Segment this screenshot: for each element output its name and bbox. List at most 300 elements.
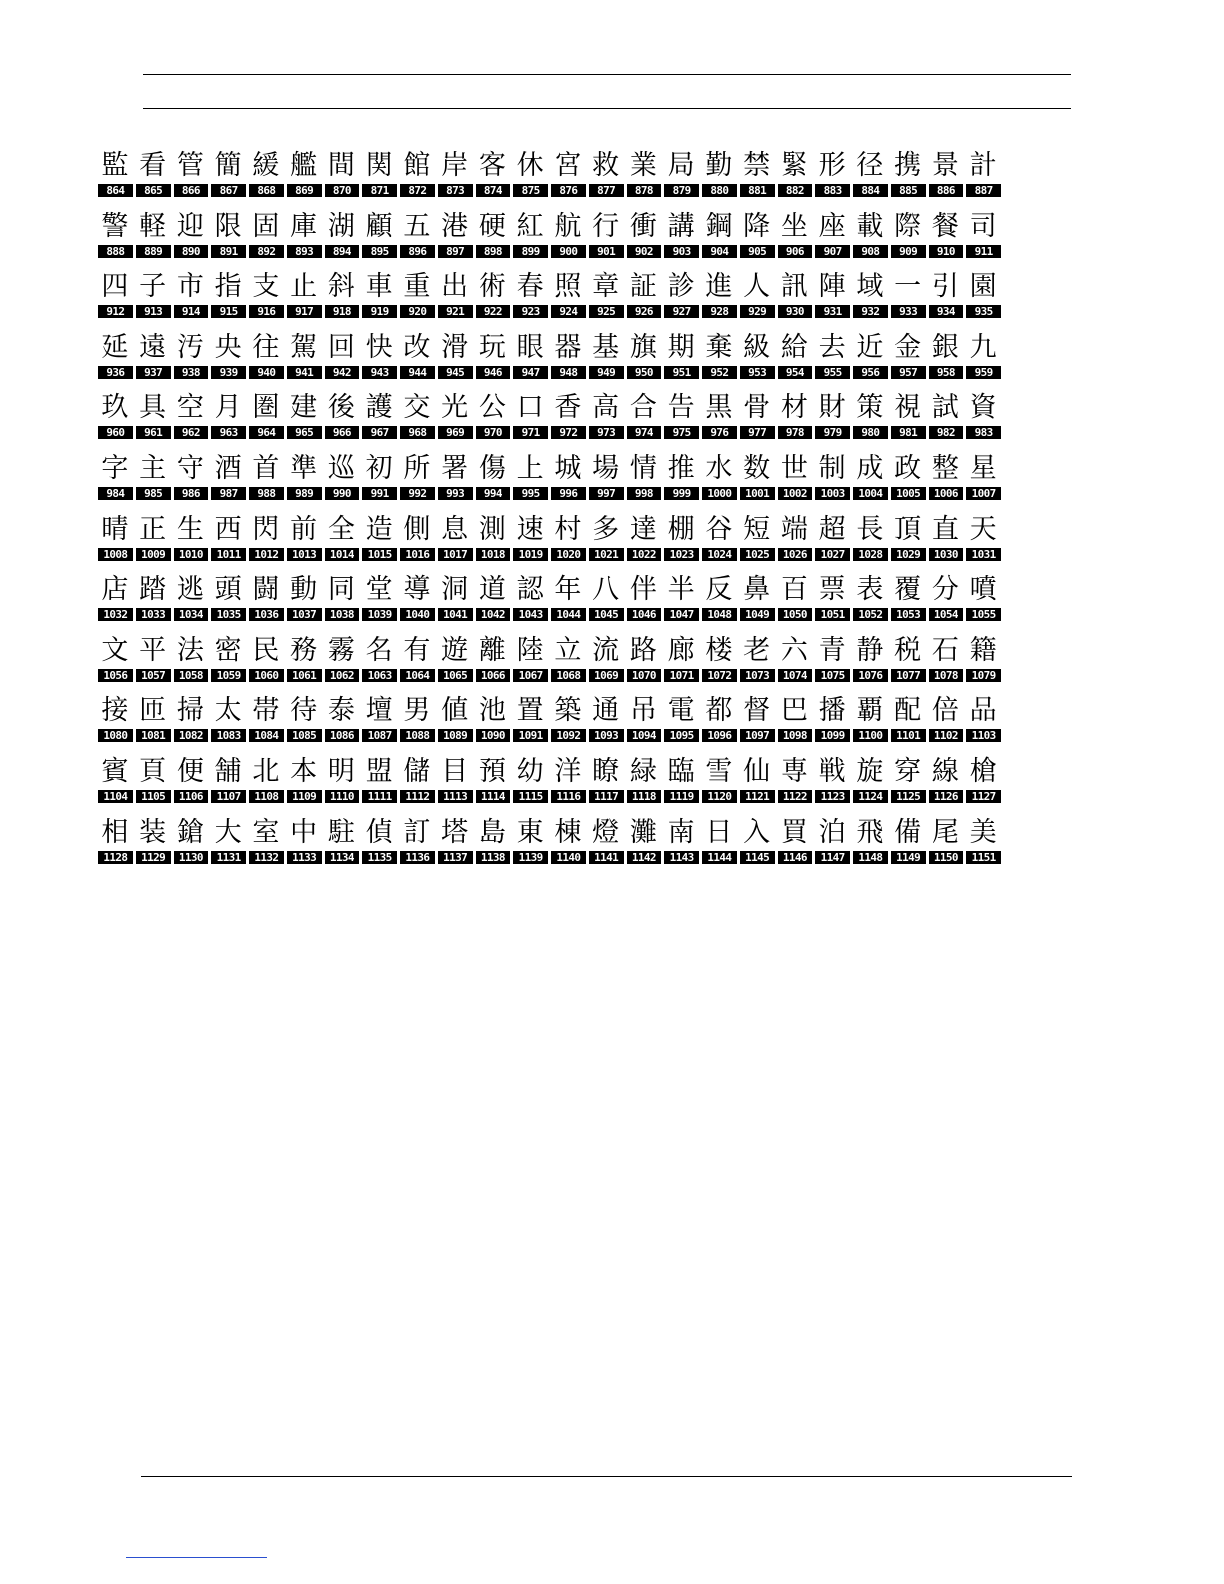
glyph-code-label: 1082 <box>174 729 209 742</box>
glyph-character: 艦 <box>290 150 318 181</box>
glyph-character: 池 <box>478 695 506 727</box>
glyph-character: 鋼 <box>705 210 733 242</box>
glyph-code-label: 866 <box>174 184 209 197</box>
glyph-character: 文 <box>101 634 129 666</box>
glyph-cell <box>738 748 776 809</box>
glyph-character: 情 <box>629 452 657 484</box>
glyph-cell <box>247 748 285 809</box>
glyph-cell <box>927 445 965 506</box>
glyph-code-label: 990 <box>325 487 360 500</box>
glyph-character: 後 <box>327 392 355 424</box>
glyph-character: 固 <box>252 210 280 242</box>
glyph-code-label: 915 <box>211 305 246 318</box>
glyph-character: 休 <box>516 150 544 181</box>
glyph-character: 測 <box>478 513 506 545</box>
glyph-code-label: 944 <box>400 366 435 379</box>
glyph-code-label: 892 <box>249 245 284 258</box>
glyph-character: 置 <box>516 695 544 727</box>
glyph-character: 楼 <box>705 634 733 666</box>
header-rule-top <box>143 74 1071 75</box>
glyph-character: 引 <box>931 271 959 303</box>
glyph-code-label: 1054 <box>929 608 964 621</box>
glyph-character: 晴 <box>101 513 129 545</box>
glyph-code-label: 1025 <box>740 548 775 561</box>
glyph-code-label: 1006 <box>929 487 964 500</box>
glyph-code-label: 1063 <box>362 669 397 682</box>
glyph-character: 盟 <box>365 755 393 787</box>
glyph-character: 酒 <box>214 452 242 484</box>
glyph-code-label: 971 <box>513 426 548 439</box>
glyph-character: 高 <box>592 392 620 424</box>
glyph-cell <box>172 566 210 627</box>
glyph-character: 快 <box>365 331 393 363</box>
glyph-character: 星 <box>969 452 997 484</box>
glyph-character: 造 <box>365 513 393 545</box>
glyph-code-label: 1145 <box>740 851 775 864</box>
glyph-character: 玩 <box>478 331 506 363</box>
glyph-character: 救 <box>592 150 620 181</box>
glyph-cell <box>964 445 1002 506</box>
glyph-character: 吊 <box>629 695 657 727</box>
glyph-character: 幼 <box>516 755 544 787</box>
glyph-character: 紅 <box>516 210 544 242</box>
glyph-cell <box>549 384 587 445</box>
glyph-cell <box>549 324 587 385</box>
glyph-character: 明 <box>327 755 355 787</box>
glyph-cell <box>625 748 663 809</box>
glyph-cell <box>398 384 436 445</box>
glyph-cell <box>436 263 474 324</box>
glyph-code-label: 1073 <box>740 669 775 682</box>
glyph-code-label: 864 <box>98 184 133 197</box>
glyph-code-label: 992 <box>400 487 435 500</box>
glyph-cell <box>172 809 210 870</box>
glyph-code-label: 1047 <box>664 608 699 621</box>
glyph-character: 値 <box>441 695 469 727</box>
glyph-character: 旗 <box>629 331 657 363</box>
glyph-cell <box>134 627 172 688</box>
glyph-character: 緑 <box>629 755 657 787</box>
glyph-cell <box>247 445 285 506</box>
glyph-code-label: 1045 <box>589 608 624 621</box>
glyph-cell <box>889 384 927 445</box>
glyph-code-label: 1141 <box>589 851 624 864</box>
glyph-character: 監 <box>101 150 129 181</box>
glyph-cell <box>889 506 927 567</box>
glyph-code-label: 886 <box>929 184 964 197</box>
glyph-code-label: 1010 <box>174 548 209 561</box>
glyph-cell <box>662 627 700 688</box>
glyph-character: 級 <box>743 331 771 363</box>
glyph-character: 伴 <box>629 574 657 606</box>
glyph-code-label: 1148 <box>853 851 888 864</box>
glyph-character: 合 <box>629 392 657 424</box>
glyph-character: 務 <box>290 634 318 666</box>
glyph-code-label: 1138 <box>476 851 511 864</box>
glyph-row <box>96 627 1002 688</box>
glyph-character: 男 <box>403 695 431 727</box>
glyph-code-label: 1150 <box>929 851 964 864</box>
glyph-code-label: 1021 <box>589 548 624 561</box>
glyph-cell <box>96 687 134 748</box>
glyph-code-label: 869 <box>287 184 322 197</box>
glyph-character: 室 <box>252 816 280 848</box>
glyph-character: 偵 <box>365 816 393 848</box>
glyph-cell <box>776 445 814 506</box>
glyph-code-label: 916 <box>249 305 284 318</box>
glyph-code-label: 1042 <box>476 608 511 621</box>
glyph-code-label: 1149 <box>891 851 926 864</box>
glyph-character: 日 <box>705 816 733 848</box>
glyph-cell <box>700 809 738 870</box>
glyph-code-label: 868 <box>249 184 284 197</box>
glyph-code-label: 927 <box>664 305 699 318</box>
glyph-character: 多 <box>592 513 620 545</box>
glyph-code-label: 956 <box>853 366 888 379</box>
glyph-code-label: 1041 <box>438 608 473 621</box>
glyph-cell <box>398 809 436 870</box>
glyph-cell <box>398 748 436 809</box>
glyph-code-label: 1002 <box>778 487 813 500</box>
glyph-cell <box>662 506 700 567</box>
glyph-character: 店 <box>101 574 129 606</box>
glyph-code-label: 920 <box>400 305 435 318</box>
glyph-cell <box>813 142 851 203</box>
glyph-cell <box>436 324 474 385</box>
glyph-character: 座 <box>818 210 846 242</box>
glyph-cell <box>96 384 134 445</box>
glyph-cell <box>927 566 965 627</box>
glyph-cell <box>247 627 285 688</box>
glyph-cell <box>587 203 625 264</box>
glyph-code-label: 1098 <box>778 729 813 742</box>
glyph-cell <box>964 506 1002 567</box>
glyph-code-label: 1143 <box>664 851 699 864</box>
glyph-cell <box>398 506 436 567</box>
glyph-character: 業 <box>629 150 657 181</box>
glyph-cell <box>889 142 927 203</box>
glyph-cell <box>172 445 210 506</box>
glyph-character: 黒 <box>705 392 733 424</box>
glyph-cell <box>927 384 965 445</box>
glyph-code-label: 1014 <box>325 548 360 561</box>
glyph-character: 限 <box>214 210 242 242</box>
glyph-character: 勤 <box>705 150 733 181</box>
glyph-code-label: 967 <box>362 426 397 439</box>
glyph-code-label: 926 <box>627 305 662 318</box>
glyph-character: 全 <box>327 513 355 545</box>
glyph-code-label: 963 <box>211 426 246 439</box>
glyph-cell <box>134 748 172 809</box>
glyph-cell <box>96 748 134 809</box>
glyph-character: 術 <box>478 271 506 303</box>
glyph-cell <box>209 324 247 385</box>
glyph-cell <box>96 566 134 627</box>
glyph-cell <box>398 445 436 506</box>
glyph-code-label: 947 <box>513 366 548 379</box>
glyph-code-label: 938 <box>174 366 209 379</box>
glyph-character: 章 <box>592 271 620 303</box>
glyph-cell <box>323 627 361 688</box>
glyph-code-label: 876 <box>551 184 586 197</box>
glyph-cell <box>625 384 663 445</box>
glyph-code-label: 936 <box>98 366 133 379</box>
glyph-character: 首 <box>252 452 280 484</box>
glyph-character: 診 <box>667 271 695 303</box>
glyph-code-label: 1095 <box>664 729 699 742</box>
glyph-code-label: 972 <box>551 426 586 439</box>
glyph-code-label: 1053 <box>891 608 926 621</box>
glyph-code-label: 1044 <box>551 608 586 621</box>
glyph-cell <box>889 687 927 748</box>
glyph-character: 倍 <box>931 695 959 727</box>
glyph-cell <box>587 506 625 567</box>
glyph-cell <box>285 748 323 809</box>
glyph-code-label: 1005 <box>891 487 926 500</box>
glyph-code-label: 1001 <box>740 487 775 500</box>
glyph-character: 名 <box>365 634 393 666</box>
glyph-code-label: 1058 <box>174 669 209 682</box>
glyph-character: 計 <box>969 150 997 181</box>
glyph-character: 霧 <box>327 634 355 666</box>
glyph-code-label: 939 <box>211 366 246 379</box>
glyph-code-label: 1077 <box>891 669 926 682</box>
glyph-code-label: 986 <box>174 487 209 500</box>
glyph-code-label: 959 <box>966 366 1001 379</box>
glyph-character: 路 <box>629 634 657 666</box>
glyph-character: 金 <box>894 331 922 363</box>
glyph-cell <box>474 627 512 688</box>
glyph-code-label: 1064 <box>400 669 435 682</box>
glyph-code-label: 997 <box>589 487 624 500</box>
glyph-character: 九 <box>969 331 997 363</box>
glyph-cell <box>813 687 851 748</box>
glyph-cell <box>436 384 474 445</box>
glyph-code-label: 1011 <box>211 548 246 561</box>
glyph-code-label: 1103 <box>966 729 1001 742</box>
glyph-code-label: 933 <box>891 305 926 318</box>
glyph-code-label: 973 <box>589 426 624 439</box>
glyph-character: 航 <box>554 210 582 242</box>
glyph-cell <box>662 203 700 264</box>
glyph-cell <box>209 384 247 445</box>
glyph-character: 民 <box>252 634 280 666</box>
glyph-character: 顧 <box>365 210 393 242</box>
glyph-cell <box>738 263 776 324</box>
glyph-cell <box>927 263 965 324</box>
glyph-cell <box>96 627 134 688</box>
glyph-cell <box>360 809 398 870</box>
glyph-cell <box>134 566 172 627</box>
glyph-character: 督 <box>743 695 771 727</box>
glyph-cell <box>662 384 700 445</box>
glyph-code-label: 1000 <box>702 487 737 500</box>
glyph-code-label: 921 <box>438 305 473 318</box>
glyph-character: 短 <box>743 513 771 545</box>
glyph-code-label: 941 <box>287 366 322 379</box>
glyph-cell <box>927 687 965 748</box>
glyph-character: 一 <box>894 271 922 303</box>
glyph-cell <box>851 324 889 385</box>
glyph-character: 天 <box>969 513 997 545</box>
glyph-character: 儲 <box>403 755 431 787</box>
glyph-code-label: 1139 <box>513 851 548 864</box>
glyph-character: 港 <box>441 210 469 242</box>
glyph-character: 巡 <box>327 452 355 484</box>
glyph-code-label: 913 <box>136 305 171 318</box>
glyph-character: 玖 <box>101 392 129 424</box>
glyph-code-label: 1036 <box>249 608 284 621</box>
glyph-character: 南 <box>667 816 695 848</box>
glyph-row <box>96 445 1002 506</box>
glyph-code-label: 1038 <box>325 608 360 621</box>
glyph-code-label: 1013 <box>287 548 322 561</box>
glyph-code-label: 978 <box>778 426 813 439</box>
glyph-code-label: 1137 <box>438 851 473 864</box>
glyph-cell <box>625 203 663 264</box>
glyph-cell <box>738 687 776 748</box>
glyph-character: 百 <box>780 574 808 606</box>
glyph-character: 本 <box>290 755 318 787</box>
glyph-code-label: 1088 <box>400 729 435 742</box>
glyph-character: 静 <box>856 634 884 666</box>
glyph-code-label: 1003 <box>815 487 850 500</box>
glyph-cell <box>851 506 889 567</box>
glyph-character: 守 <box>176 452 204 484</box>
glyph-code-label: 919 <box>362 305 397 318</box>
glyph-cell <box>285 627 323 688</box>
glyph-cell <box>247 324 285 385</box>
glyph-character: 臨 <box>667 755 695 787</box>
glyph-row <box>96 263 1002 324</box>
glyph-cell <box>813 748 851 809</box>
glyph-character: 陣 <box>818 271 846 303</box>
glyph-code-label: 1029 <box>891 548 926 561</box>
glyph-code-label: 1114 <box>476 790 511 803</box>
glyph-cell <box>776 324 814 385</box>
glyph-code-label: 1118 <box>627 790 662 803</box>
glyph-cell <box>889 263 927 324</box>
glyph-code-label: 877 <box>589 184 624 197</box>
glyph-character: 政 <box>894 452 922 484</box>
glyph-cell <box>398 203 436 264</box>
glyph-character: 頂 <box>894 513 922 545</box>
glyph-cell <box>96 506 134 567</box>
glyph-code-label: 954 <box>778 366 813 379</box>
glyph-code-label: 1037 <box>287 608 322 621</box>
glyph-cell <box>511 324 549 385</box>
glyph-cell <box>360 687 398 748</box>
glyph-cell <box>964 324 1002 385</box>
glyph-code-label: 981 <box>891 426 926 439</box>
glyph-code-label: 932 <box>853 305 888 318</box>
glyph-cell <box>625 445 663 506</box>
glyph-code-label: 1097 <box>740 729 775 742</box>
glyph-cell <box>889 748 927 809</box>
glyph-code-label: 1105 <box>136 790 171 803</box>
glyph-cell <box>323 445 361 506</box>
glyph-code-label: 895 <box>362 245 397 258</box>
glyph-code-label: 908 <box>853 245 888 258</box>
glyph-character: 棚 <box>667 513 695 545</box>
glyph-character: 太 <box>214 695 242 727</box>
glyph-code-label: 951 <box>664 366 699 379</box>
glyph-code-label: 1065 <box>438 669 473 682</box>
glyph-code-label: 1133 <box>287 851 322 864</box>
glyph-code-label: 1043 <box>513 608 548 621</box>
glyph-cell <box>398 263 436 324</box>
glyph-character: 長 <box>856 513 884 545</box>
glyph-code-label: 945 <box>438 366 473 379</box>
glyph-code-label: 934 <box>929 305 964 318</box>
glyph-code-label: 1007 <box>966 487 1001 500</box>
glyph-cell <box>96 324 134 385</box>
glyph-cell <box>285 445 323 506</box>
glyph-character: 客 <box>478 150 506 181</box>
glyph-cell <box>511 445 549 506</box>
glyph-code-label: 1111 <box>362 790 397 803</box>
glyph-cell <box>813 324 851 385</box>
glyph-character: 中 <box>290 816 318 848</box>
glyph-code-label: 1066 <box>476 669 511 682</box>
glyph-cell <box>851 203 889 264</box>
glyph-cell <box>474 687 512 748</box>
glyph-character: 迎 <box>176 210 204 242</box>
glyph-cell <box>172 506 210 567</box>
glyph-character: 待 <box>290 695 318 727</box>
glyph-cell <box>474 384 512 445</box>
glyph-code-label: 1061 <box>287 669 322 682</box>
glyph-character: 線 <box>931 755 959 787</box>
glyph-character: 閃 <box>252 513 280 545</box>
glyph-code-label: 1117 <box>589 790 624 803</box>
glyph-character: 有 <box>403 634 431 666</box>
glyph-character: 石 <box>931 634 959 666</box>
glyph-cell <box>889 324 927 385</box>
glyph-character: 美 <box>969 816 997 848</box>
glyph-code-label: 1102 <box>929 729 964 742</box>
glyph-character: 初 <box>365 452 393 484</box>
glyph-code-label: 942 <box>325 366 360 379</box>
glyph-character: 視 <box>894 392 922 424</box>
glyph-character: 交 <box>403 392 431 424</box>
glyph-cell <box>436 506 474 567</box>
glyph-cell <box>360 566 398 627</box>
glyph-character: 前 <box>290 513 318 545</box>
glyph-code-label: 1004 <box>853 487 888 500</box>
glyph-code-label: 980 <box>853 426 888 439</box>
glyph-cell <box>700 566 738 627</box>
glyph-code-label: 1128 <box>98 851 133 864</box>
glyph-code-label: 1015 <box>362 548 397 561</box>
glyph-character: 認 <box>516 574 544 606</box>
glyph-cell <box>398 324 436 385</box>
glyph-character: 踏 <box>139 574 167 606</box>
glyph-code-label: 1099 <box>815 729 850 742</box>
glyph-cell <box>172 324 210 385</box>
glyph-character: 空 <box>176 392 204 424</box>
glyph-code-label: 1079 <box>966 669 1001 682</box>
glyph-character: 指 <box>214 271 242 303</box>
glyph-character: 播 <box>818 695 846 727</box>
glyph-code-label: 887 <box>966 184 1001 197</box>
glyph-character: 圏 <box>252 392 280 424</box>
glyph-character: 仙 <box>743 755 771 787</box>
glyph-character: 電 <box>667 695 695 727</box>
glyph-code-label: 1085 <box>287 729 322 742</box>
glyph-cell <box>323 566 361 627</box>
glyph-cell <box>738 445 776 506</box>
